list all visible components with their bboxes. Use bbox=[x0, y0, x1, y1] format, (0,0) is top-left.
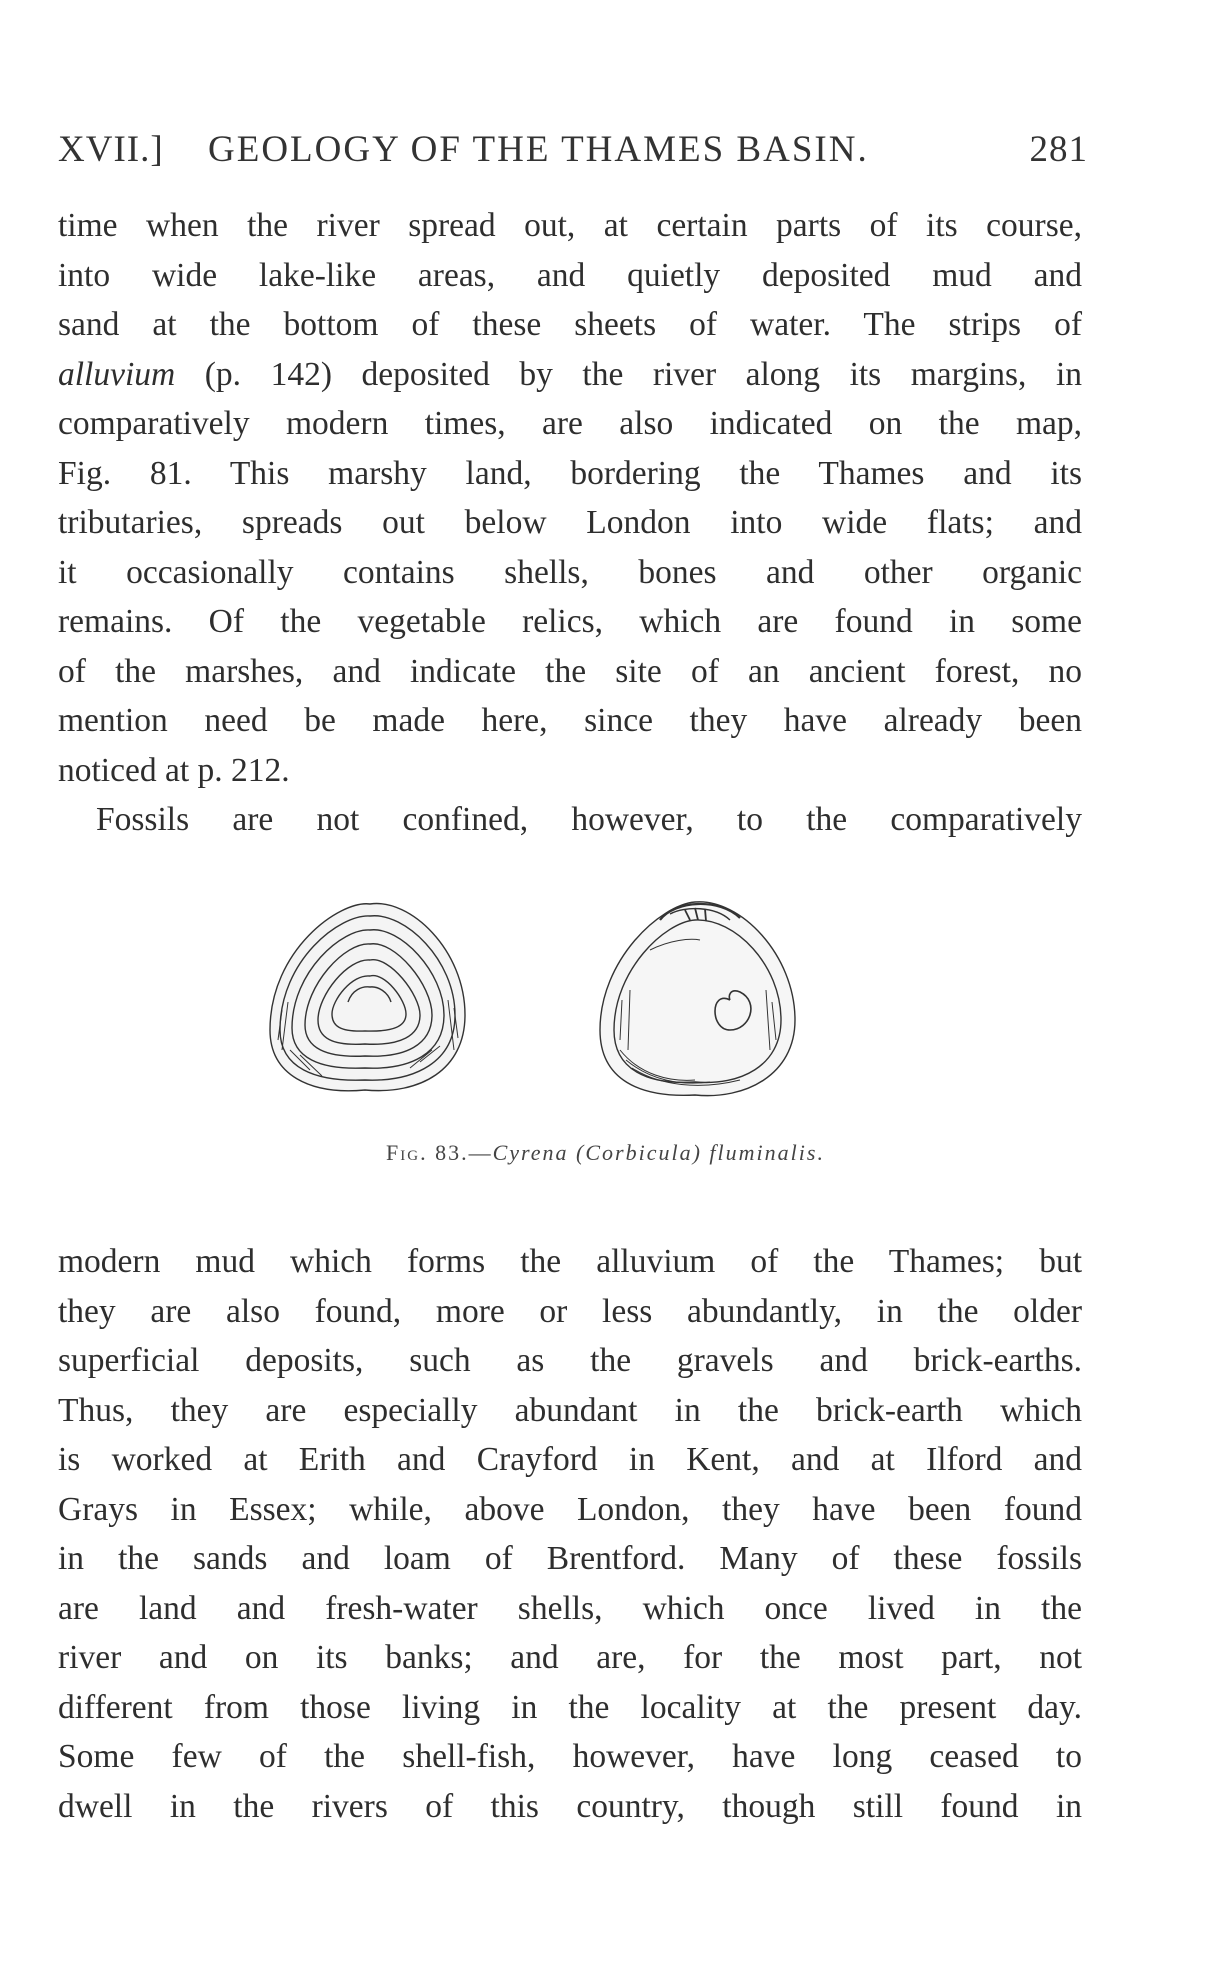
text-line: noticed at p. 212. bbox=[58, 751, 290, 789]
text-line: it occasionally contains shells, bones and other organic bbox=[58, 553, 1082, 591]
text-line: superficial deposits, such as the gravels and brick-earths. bbox=[58, 1342, 1082, 1379]
shell-interior-icon bbox=[600, 902, 795, 1096]
shell-exterior-icon bbox=[270, 904, 465, 1091]
text-line: into wide lake-like areas, and quietly deposited mud and bbox=[58, 256, 1082, 294]
text-line: mention need be made here, since they have already been bbox=[58, 702, 1082, 739]
figure-caption bbox=[0, 1140, 1211, 1166]
page-number: 281 bbox=[1029, 129, 1088, 170]
running-head bbox=[58, 128, 1088, 172]
text-line: in the sands and loam of Brentford. Many of these fossils bbox=[58, 1540, 1082, 1577]
caption-dash: — bbox=[468, 1140, 493, 1165]
figure-label: Fig. 83. bbox=[386, 1140, 469, 1165]
paragraph-2 bbox=[58, 1237, 1082, 1831]
paragraph-1 bbox=[58, 201, 1082, 845]
chapter-marker: XVII.] bbox=[58, 129, 164, 170]
shell-illustration bbox=[260, 890, 880, 1130]
text-line: Fig. 81. This marshy land, bordering the Thames and its bbox=[58, 454, 1082, 492]
running-title: GEOLOGY OF THE THAMES BASIN. bbox=[208, 129, 869, 170]
text-line: remains. Of the vegetable relics, which are found in some bbox=[58, 603, 1082, 640]
species-name: Cyrena (Corbicula) fluminalis. bbox=[492, 1140, 825, 1165]
text-line: are land and fresh-water shells, which once lived in the bbox=[58, 1589, 1082, 1627]
text-line: Grays in Essex; while, above London, they have been found bbox=[58, 1490, 1082, 1528]
text-line: Some few of the shell-fish, however, have long ceased to bbox=[58, 1738, 1082, 1775]
text-line: time when the river spread out, at certain parts of its course, bbox=[58, 207, 1082, 244]
shell-figure bbox=[260, 890, 880, 1130]
text-line: tributaries, spreads out below London into wide flats; and bbox=[58, 504, 1082, 541]
italic-term: alluvium bbox=[58, 355, 176, 393]
text-line: dwell in the rivers of this country, though still found in bbox=[58, 1787, 1082, 1825]
text-line: different from those living in the locality at the present day. bbox=[58, 1688, 1082, 1726]
text-line: Thus, they are especially abundant in the brick-earth which bbox=[58, 1391, 1082, 1429]
text-line: river and on its banks; and are, for the most part, not bbox=[58, 1639, 1082, 1676]
text-line: Fossils are not confined, however, to the comparatively bbox=[96, 801, 1082, 838]
text-line: is worked at Erith and Crayford in Kent, and at Ilford and bbox=[58, 1441, 1082, 1478]
text-line bbox=[58, 350, 1082, 400]
text-line: of the marshes, and indicate the site of an ancient forest, no bbox=[58, 652, 1082, 690]
text-line: modern mud which forms the alluvium of the Thames; but bbox=[58, 1243, 1082, 1280]
text-line: they are also found, more or less abundantly, in the older bbox=[58, 1292, 1082, 1330]
text-line: sand at the bottom of these sheets of water. The strips of bbox=[58, 306, 1082, 343]
text-line-rest: (p. 142) deposited by the river along its margins, in bbox=[204, 355, 1083, 393]
text-line: comparatively modern times, are also indicated on the map, bbox=[58, 405, 1082, 442]
